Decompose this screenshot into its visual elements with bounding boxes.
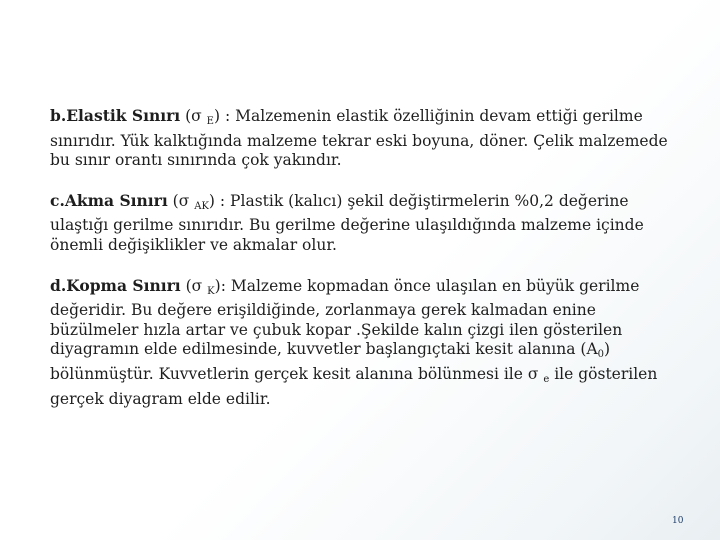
rupture-limit-symbol-close: )	[214, 276, 221, 295]
yield-limit-symbol-open: (σ	[167, 191, 195, 210]
paragraph-rupture-limit	[50, 276, 670, 410]
rupture-limit-text-3: ile gösterilen gerçek diyagram elde edilir.	[50, 364, 658, 408]
rupture-limit-heading: d.Kopma Sınırı	[50, 275, 181, 295]
paragraph-yield-limit	[50, 191, 670, 256]
yield-limit-subscript: AK	[194, 200, 209, 212]
rupture-limit-symbol-open: (σ	[180, 276, 208, 295]
elastic-limit-heading: b.Elastik Sınırı	[50, 106, 181, 125]
yield-limit-heading: c.Akma Sınırı	[50, 190, 168, 210]
yield-limit-text: : Plastik (kalıcı) şekil değiştirmelerin %0,2 değerine ulaştığı gerilme sınırıdır. Bu gerilme değerine ulaşıldığında malzeme içinde önemli değişiklikler ve akmalar olur.	[50, 191, 644, 254]
elastic-limit-symbol-close: )	[213, 107, 221, 125]
true-stress-subscript: e	[543, 373, 550, 385]
elastic-limit-text: : Malzemenin elastik özelliğinin devam ettiği gerilme sınırıdır. Yük kalktığında malzeme tekrar eski boyuna, döner. Çelik malzemede bu sınır orantı sınırında çok yakındır.	[50, 107, 668, 170]
rupture-limit-text-2: ) bölünmüştür. Kuvvetlerin gerçek kesit alanına bölünmesi ile σ	[50, 340, 611, 383]
initial-area-subscript: 0	[597, 349, 605, 361]
rupture-limit-text-1: : Malzeme kopmadan önce ulaşılan en büyük gerilme değeridir. Bu değere erişildiğinde, zorlanmaya gerek kalmadan enine büzülmeler hızla artar ve çubuk kopar .Şekilde kalın çizgi ilen gösterilen diyagramın elde edilmesinde, kuvvetler başlangıçtaki kesit alanına (A	[50, 276, 640, 359]
elastic-limit-subscript: E	[206, 116, 214, 127]
yield-limit-symbol-close: )	[208, 191, 215, 210]
elastic-limit-symbol-open: (σ	[180, 107, 207, 125]
paragraph-elastic-limit	[50, 106, 670, 171]
rupture-limit-subscript: K	[207, 285, 215, 297]
page-number: 10	[672, 516, 684, 526]
slide-content	[50, 106, 670, 429]
